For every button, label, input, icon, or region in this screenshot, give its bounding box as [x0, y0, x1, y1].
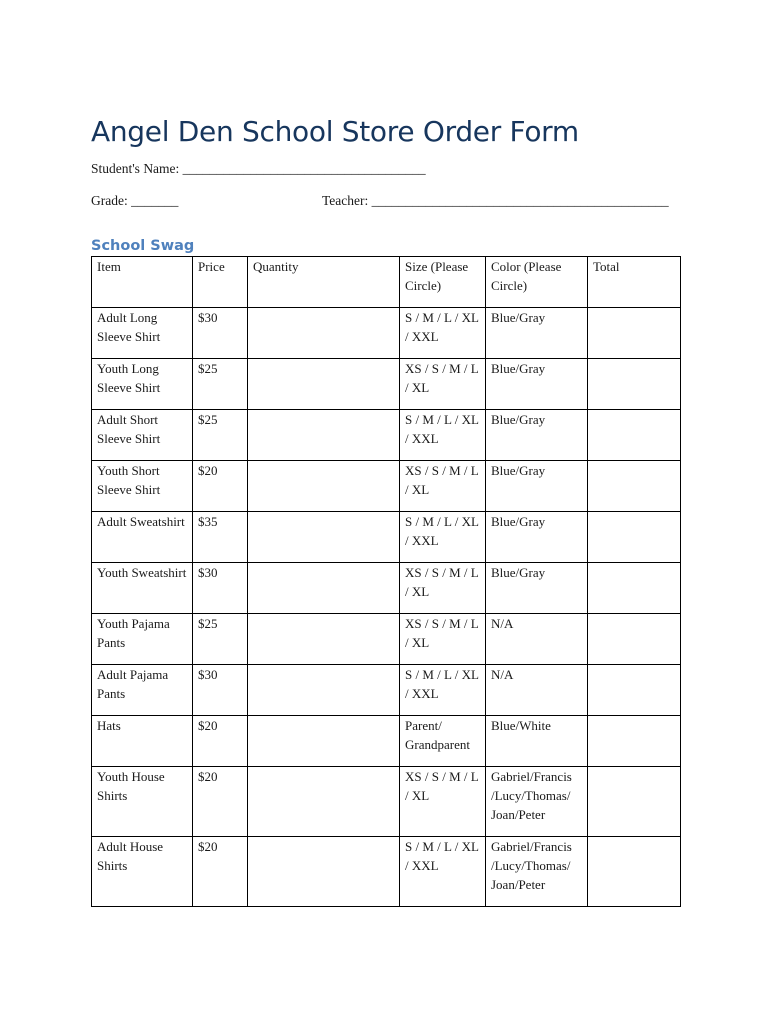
total-cell[interactable] — [588, 716, 681, 767]
total-cell[interactable] — [588, 461, 681, 512]
item-cell: Adult Sweatshirt — [92, 512, 193, 563]
teacher-field[interactable]: Teacher: ____________________________________________ — [322, 193, 669, 208]
header-item: Item — [92, 257, 193, 308]
size-cell[interactable]: S / M / L / XL / XXL — [400, 665, 486, 716]
price-cell: $30 — [193, 563, 248, 614]
table-row — [92, 410, 681, 461]
size-cell[interactable]: S / M / L / XL / XXL — [400, 837, 486, 907]
size-cell[interactable]: XS / S / M / L / XL — [400, 563, 486, 614]
total-cell[interactable] — [588, 410, 681, 461]
total-cell[interactable] — [588, 767, 681, 837]
price-cell: $25 — [193, 410, 248, 461]
size-cell[interactable]: S / M / L / XL / XXL — [400, 308, 486, 359]
color-cell[interactable]: N/A — [486, 665, 588, 716]
price-cell: $25 — [193, 614, 248, 665]
student-name-field[interactable]: Student's Name: ____________________________________ — [91, 161, 426, 176]
price-cell: $30 — [193, 308, 248, 359]
quantity-cell[interactable] — [248, 461, 400, 512]
page-title: Angel Den School Store Order Form — [91, 114, 579, 148]
item-cell: Youth Short Sleeve Shirt — [92, 461, 193, 512]
table-row — [92, 512, 681, 563]
table-row — [92, 767, 681, 837]
quantity-cell[interactable] — [248, 716, 400, 767]
item-cell: Youth Sweatshirt — [92, 563, 193, 614]
item-cell: Adult House Shirts — [92, 837, 193, 907]
table-header-row — [92, 257, 681, 308]
item-cell: Hats — [92, 716, 193, 767]
quantity-cell[interactable] — [248, 410, 400, 461]
price-cell: $20 — [193, 837, 248, 907]
header-total: Total — [588, 257, 681, 308]
header-price: Price — [193, 257, 248, 308]
size-cell[interactable]: Parent/ Grandparent — [400, 716, 486, 767]
item-cell: Adult Long Sleeve Shirt — [92, 308, 193, 359]
table-row — [92, 359, 681, 410]
size-cell[interactable]: XS / S / M / L / XL — [400, 461, 486, 512]
color-cell[interactable]: Blue/Gray — [486, 308, 588, 359]
header-color: Color (Please Circle) — [486, 257, 588, 308]
color-cell[interactable]: Blue/Gray — [486, 359, 588, 410]
quantity-cell[interactable] — [248, 614, 400, 665]
table-row — [92, 716, 681, 767]
price-cell: $20 — [193, 716, 248, 767]
price-cell: $20 — [193, 767, 248, 837]
price-cell: $30 — [193, 665, 248, 716]
table-row — [92, 614, 681, 665]
size-cell[interactable]: S / M / L / XL / XXL — [400, 512, 486, 563]
price-cell: $20 — [193, 461, 248, 512]
color-cell[interactable]: Gabriel/Francis /Lucy/Thomas/ Joan/Peter — [486, 767, 588, 837]
quantity-cell[interactable] — [248, 767, 400, 837]
color-cell[interactable]: Blue/White — [486, 716, 588, 767]
quantity-cell[interactable] — [248, 665, 400, 716]
quantity-cell[interactable] — [248, 308, 400, 359]
total-cell[interactable] — [588, 512, 681, 563]
table-row — [92, 665, 681, 716]
table-row — [92, 461, 681, 512]
table-row — [92, 563, 681, 614]
table-row — [92, 837, 681, 907]
quantity-cell[interactable] — [248, 359, 400, 410]
color-cell[interactable]: Blue/Gray — [486, 512, 588, 563]
grade-field[interactable]: Grade: _______ — [91, 193, 179, 208]
table-row — [92, 308, 681, 359]
color-cell[interactable]: Blue/Gray — [486, 410, 588, 461]
price-cell: $35 — [193, 512, 248, 563]
section-heading: School Swag — [91, 238, 195, 254]
size-cell[interactable]: XS / S / M / L / XL — [400, 359, 486, 410]
header-quantity: Quantity — [248, 257, 400, 308]
color-cell[interactable]: Blue/Gray — [486, 563, 588, 614]
total-cell[interactable] — [588, 614, 681, 665]
total-cell[interactable] — [588, 837, 681, 907]
total-cell[interactable] — [588, 359, 681, 410]
header-size: Size (Please Circle) — [400, 257, 486, 308]
size-cell[interactable]: S / M / L / XL / XXL — [400, 410, 486, 461]
total-cell[interactable] — [588, 563, 681, 614]
quantity-cell[interactable] — [248, 837, 400, 907]
color-cell[interactable]: Gabriel/Francis /Lucy/Thomas/ Joan/Peter — [486, 837, 588, 907]
price-cell: $25 — [193, 359, 248, 410]
color-cell[interactable]: Blue/Gray — [486, 461, 588, 512]
size-cell[interactable]: XS / S / M / L / XL — [400, 614, 486, 665]
item-cell: Youth House Shirts — [92, 767, 193, 837]
size-cell[interactable]: XS / S / M / L / XL — [400, 767, 486, 837]
color-cell[interactable]: N/A — [486, 614, 588, 665]
total-cell[interactable] — [588, 308, 681, 359]
item-cell: Youth Pajama Pants — [92, 614, 193, 665]
total-cell[interactable] — [588, 665, 681, 716]
quantity-cell[interactable] — [248, 563, 400, 614]
quantity-cell[interactable] — [248, 512, 400, 563]
order-table — [91, 256, 681, 907]
item-cell: Adult Pajama Pants — [92, 665, 193, 716]
item-cell: Youth Long Sleeve Shirt — [92, 359, 193, 410]
item-cell: Adult Short Sleeve Shirt — [92, 410, 193, 461]
